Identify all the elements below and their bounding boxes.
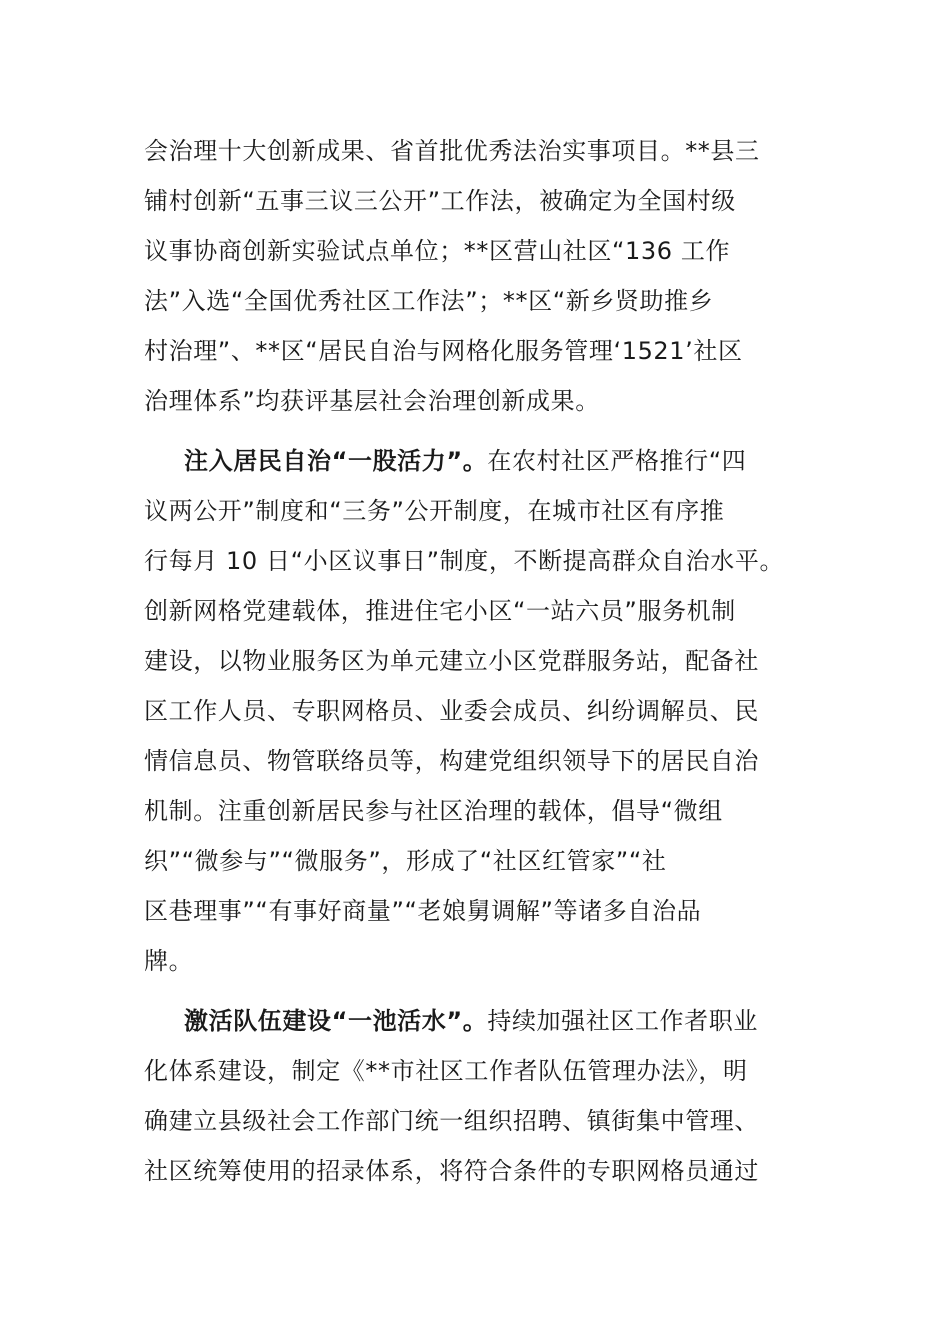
text-run: 持续加强社区工作者职业 [487,1007,758,1035]
text-line: 确建立县级社会工作部门统一组织招聘、镇街集中管理、 [144,1107,759,1135]
text-line: 牌。 [144,947,194,975]
paragraph-2 [144,436,808,986]
text-line: 建设，以物业服务区为单元建立小区党群服务站，配备社 [144,647,759,675]
text-line: 区工作人员、专职网格员、业委会成员、纠纷调解员、民 [144,697,759,725]
text-line: 行每月 10 日“小区议事日”制度，不断提高群众自治水平。 [144,547,785,575]
text-line: 议事协商创新实验试点单位；**区营山社区“136 工作 [144,237,731,265]
text-line: 织”“微参与”“微服务”，形成了“社区红管家”“社 [144,847,667,875]
section-heading: 注入居民自治“一股活力”。 [184,447,488,475]
paragraph-3 [144,996,808,1196]
text-run: 在农村社区严格推行“四 [487,447,747,475]
section-heading: 激活队伍建设“一池活水”。 [184,1007,488,1035]
paragraph-1 [144,126,808,426]
text-line: 村治理”、**区“居民自治与网格化服务管理‘1521’社区 [144,337,743,365]
text-line: 法”入选“全国优秀社区工作法”；**区“新乡贤助推乡 [144,287,714,315]
text-line: 会治理十大创新成果、省首批优秀法治实事项目。**县三 [144,137,760,165]
document-body [144,126,808,1196]
text-line: 创新网格党建载体，推进住宅小区“一站六员”服务机制 [144,597,736,625]
paragraph-first-line [144,996,808,1046]
text-line: 社区统筹使用的招录体系，将符合条件的专职网格员通过 [144,1157,759,1185]
text-line: 治理体系”均获评基层社会治理创新成果。 [144,387,600,415]
paragraph-first-line [144,436,808,486]
text-line: 机制。注重创新居民参与社区治理的载体，倡导“微组 [144,797,723,825]
text-line: 铺村创新“五事三议三公开”工作法，被确定为全国村级 [144,187,736,215]
text-line: 区巷理事”“有事好商量”“老娘舅调解”等诸多自治品 [144,897,702,925]
text-line: 化体系建设，制定《**市社区工作者队伍管理办法》，明 [144,1057,748,1085]
text-line: 议两公开”制度和“三务”公开制度，在城市社区有序推 [144,497,725,525]
text-line: 情信息员、物管联络员等，构建党组织领导下的居民自治 [144,747,759,775]
